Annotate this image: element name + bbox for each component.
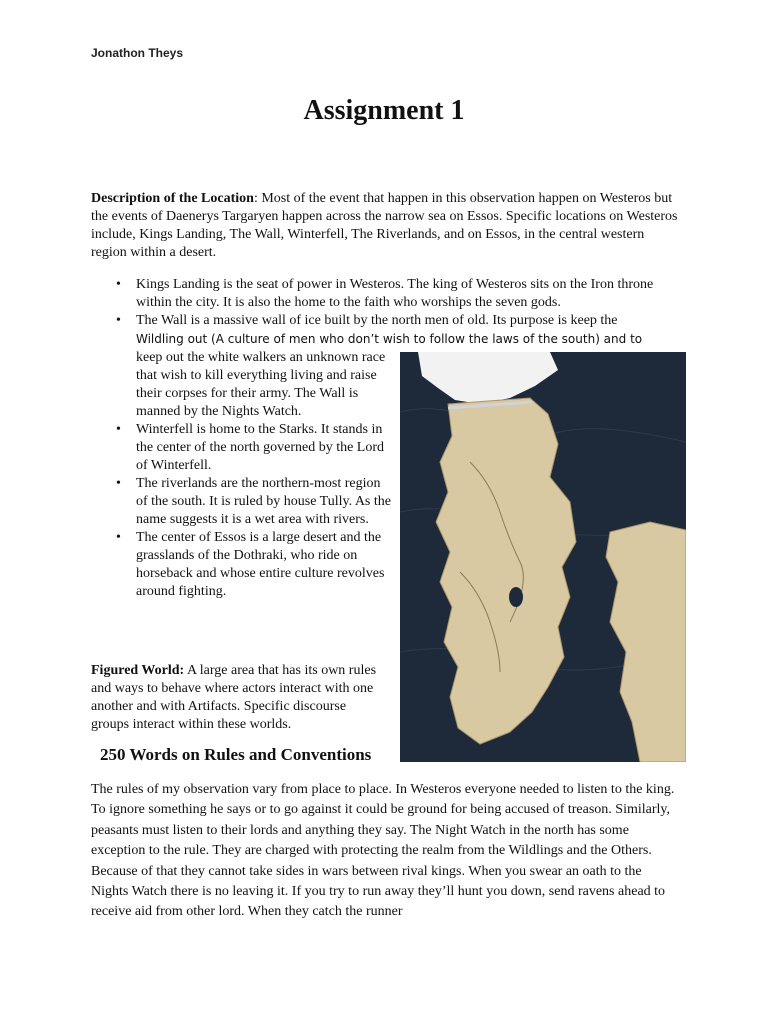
page-title: Assignment 1 [303, 95, 465, 126]
westeros-map-image [400, 352, 686, 762]
description-label: Description of the Location [91, 191, 254, 206]
description-text: : Most of the event that happen in this observation happen on Westeros but the events of Daenerys Targaryen happen across the narrow sea on Essos. Specific locations on Westeros include, Kings Landing, The Wall, Winterfell, The Riverlands, and on Essos, in the central western region within a desert. [91, 191, 678, 260]
bullet-wall-text-1: The Wall is a massive wall of ice built by the north men of old. Its purpose is keep the [136, 313, 618, 328]
bullet-winterfell: • Winterfell is home to the Starks. It stands in the center of the north governed by the Lord of Winterfell. [91, 421, 391, 475]
westeros-map-illustration [400, 352, 686, 762]
rules-paragraph: The rules of my observation vary from place to place. In Westeros everyone needed to listen to the king. To ignore something he says or to go against it could be ground for being accused of treason. Similarly, peasants must listen to their lords and anything they say. The Night Watch in the north has some exception to the rule. They are charged with protecting the realm from the Wildlings and the Others. Because of that they cannot take sides in wars between rival kings. When you swear an oath to the Nights Watch there is no leaving it. If you try to run away they’ll hunt you down, send ravens ahead to receive aid from other lord. When they catch the runner [91, 782, 675, 920]
bullet-wall-wildling-note: Wildling out (A culture of men who don’t wish to follow the laws of the south) and to [136, 332, 643, 346]
bullet-essos: • The center of Essos is a large desert and the grasslands of the Dothraki, who ride on horseback and whose entire culture revolves around fighting. [91, 529, 391, 601]
figured-world-label: Figured World: [91, 663, 185, 678]
map-bay [509, 587, 523, 607]
figured-world-paragraph [91, 662, 386, 734]
location-description [91, 190, 681, 262]
bullet-wall-text-2: keep out the white walkers an unknown race that wish to kill everything living and raise their corpses for their army. The Wall is manned by the Nights Watch. [136, 350, 386, 419]
rules-heading: 250 Words on Rules and Conventions [100, 745, 372, 764]
figured-world-text: A large area that has its own rules and ways to behave where actors interact with one another and with Artifacts. Specific discourse groups interact within these worlds. [91, 663, 377, 732]
bullet-kings-landing: • Kings Landing is the seat of power in Westeros. The king of Westeros sits on the Iron throne within the city. It is also the home to the faith who worships the seven gods. [91, 276, 681, 312]
author-name: Jonathon Theys [91, 46, 184, 60]
bullet-riverlands: • The riverlands are the northern-most region of the south. It is ruled by house Tully. As the name suggests it is a wet area with rivers. [91, 475, 391, 529]
